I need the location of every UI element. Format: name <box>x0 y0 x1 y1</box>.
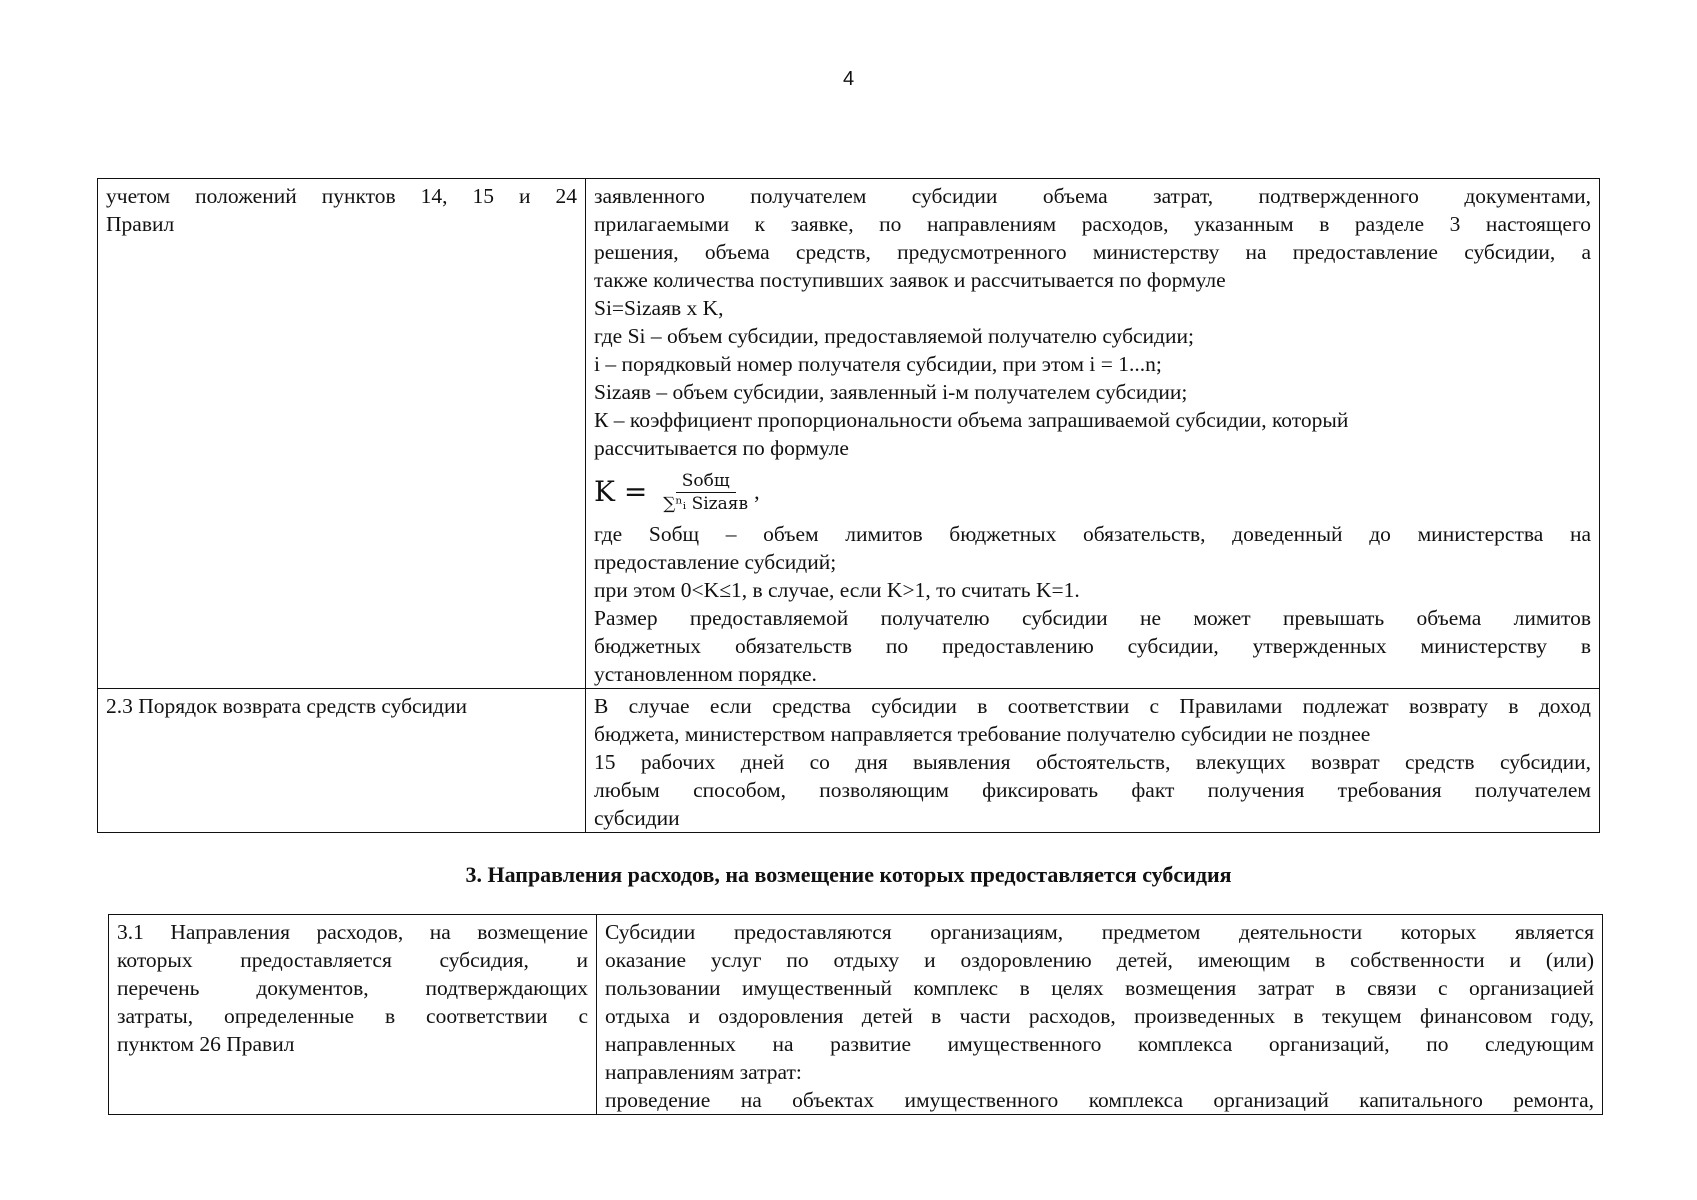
content-line: предоставление субсидий; <box>594 550 837 574</box>
content-line: субсидии <box>594 806 680 830</box>
row-label-cell <box>98 689 586 833</box>
content-line: также количества поступивших заявок и рассчитывается по формуле <box>594 268 1226 292</box>
si-formula: Si=Sizаяв x K, <box>594 296 724 320</box>
row-content-cell <box>586 689 1600 833</box>
row-label-line: перечень документов, подтверждающих <box>117 976 588 1000</box>
row-label-line: затраты, определенные в соответствии с <box>117 1004 588 1028</box>
row-label-line: пунктом 26 Правил <box>117 1032 295 1056</box>
content-line: установленном порядке. <box>594 662 817 686</box>
conditions-table <box>97 178 1600 833</box>
content-line: оказание услуг по отдыху и оздоровлению детей, имеющим в собственности и (или) <box>605 948 1594 972</box>
content-line: бюджета, министерством направляется требование получателю субсидии не позднее <box>594 722 1371 746</box>
content-line: В случае если средства субсидии в соответствии с Правилами подлежат возврату в доход <box>594 694 1591 718</box>
row-label-line: учетом положений пунктов 14, 15 и 24 <box>106 184 577 208</box>
content-line: отдыха и оздоровления детей в части расходов, произведенных в текущем финансовом году, <box>605 1004 1594 1028</box>
row-content-cell <box>597 915 1603 1115</box>
row-label-line: 2.3 Порядок возврата средств субсидии <box>106 694 468 718</box>
page-number: 4 <box>842 68 855 90</box>
content-line: бюджетных обязательств по предоставлению субсидии, утвержденных министерству в <box>594 634 1591 658</box>
k-formula-lhs: K = <box>594 475 648 508</box>
k-formula-numerator: Sобщ <box>676 470 736 493</box>
content-line: К – коэффициент пропорциональности объема запрашиваемой субсидии, который <box>594 408 1349 432</box>
k-formula-comma: , <box>754 479 760 504</box>
table-row <box>98 179 1600 689</box>
row-label-cell <box>98 179 586 689</box>
row-content-cell <box>586 179 1600 689</box>
content-line: при этом 0<K≤1, в случае, если K>1, то считать K=1. <box>594 578 1080 602</box>
expenses-table <box>108 914 1603 1115</box>
content-line: рассчитывается по формуле <box>594 436 849 460</box>
row-label-cell <box>109 915 597 1115</box>
row-label-line: Правил <box>106 212 175 236</box>
content-line: проведение на объектах имущественного комплекса организаций капитального ремонта, <box>605 1088 1594 1112</box>
content-line: Sizаяв – объем субсидии, заявленный i-м получателем субсидии; <box>594 380 1188 404</box>
k-formula-denominator: ∑ⁿᵢ Sizаяв <box>663 493 749 514</box>
table-row <box>109 915 1603 1115</box>
content-line: 15 рабочих дней со дня выявления обстоятельств, влекущих возврат средств субсидии, <box>594 750 1591 774</box>
content-line: Размер предоставляемой получателю субсидии не может превышать объема лимитов <box>594 606 1591 630</box>
row-label-line: которых предоставляется субсидия, и <box>117 948 588 972</box>
content-line: направлениям затрат: <box>605 1060 802 1084</box>
content-line: где Si – объем субсидии, предоставляемой получателю субсидии; <box>594 324 1194 348</box>
content-line: Субсидии предоставляются организациям, предметом деятельности которых является <box>605 920 1594 944</box>
table-row <box>98 689 1600 833</box>
content-line: заявленного получателем субсидии объема затрат, подтвержденного документами, <box>594 184 1591 208</box>
content-line: i – порядковый номер получателя субсидии, при этом i = 1...n; <box>594 352 1162 376</box>
k-formula-fraction <box>659 470 752 515</box>
content-line: любым способом, позволяющим фиксировать факт получения требования получателем <box>594 778 1591 802</box>
section-heading: 3. Направления расходов, на возмещение которых предоставляется субсидия <box>465 862 1232 887</box>
content-line: прилагаемыми к заявке, по направлениям расходов, указанным в разделе 3 настоящего <box>594 212 1591 236</box>
content-line: направленных на развитие имущественного комплекса организаций, по следующим <box>605 1032 1594 1056</box>
content-line: решения, объема средств, предусмотренного министерству на предоставление субсидии, а <box>594 240 1591 264</box>
k-formula <box>594 464 1591 520</box>
row-label-line: 3.1 Направления расходов, на возмещение <box>117 920 588 944</box>
content-line: где Sобщ – объем лимитов бюджетных обязательств, доведенный до министерства на <box>594 522 1591 546</box>
content-line: пользовании имущественный комплекс в целях возмещения затрат в связи с организацией <box>605 976 1594 1000</box>
